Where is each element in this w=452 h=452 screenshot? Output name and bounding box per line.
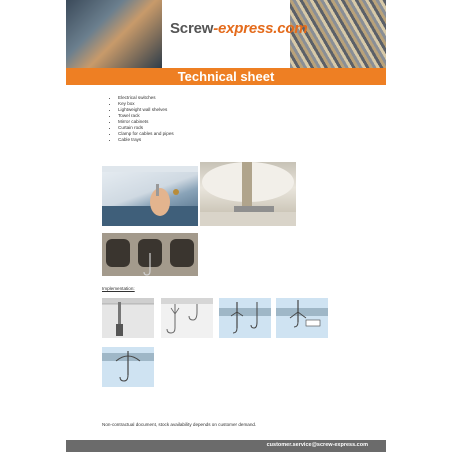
installation-photo-ceiling — [200, 162, 296, 226]
hollow-brick-photo — [102, 233, 198, 276]
header-banner — [66, 0, 386, 68]
installation-photo-hand — [102, 166, 198, 226]
list-item: • Key box — [118, 101, 174, 107]
list-item: • Electrical switches — [118, 95, 174, 101]
step-3-diagram — [219, 298, 271, 338]
applications-list — [106, 95, 174, 143]
step-5-diagram — [102, 347, 154, 387]
brand-name-part1: Screw — [170, 20, 214, 37]
list-item: • Lightweight wall shelves — [118, 107, 174, 113]
list-item: • Clamp for cables and pipes — [118, 131, 174, 137]
list-item: • Cable trays — [118, 137, 174, 143]
brand-logo — [170, 20, 308, 37]
step-2-diagram — [161, 298, 213, 338]
disclaimer-text: Non-contractual document, stock availability depends on customer demand. — [102, 422, 257, 427]
brand-name-part2: -express.com — [213, 20, 308, 37]
page-title: Technical sheet — [66, 68, 386, 85]
technical-sheet-page — [66, 0, 386, 452]
step-4-diagram — [276, 298, 328, 338]
tools-photo — [66, 0, 162, 68]
step-1-diagram — [102, 298, 154, 338]
implementation-label: Implementation: — [102, 286, 135, 291]
list-item: • Mirror cabinets — [118, 119, 174, 125]
list-item: • Towel rack — [118, 113, 174, 119]
footer-bar — [66, 440, 386, 452]
list-item: • Curtain rods — [118, 125, 174, 131]
contact-email[interactable]: customer.service@screw-express.com — [266, 442, 368, 448]
